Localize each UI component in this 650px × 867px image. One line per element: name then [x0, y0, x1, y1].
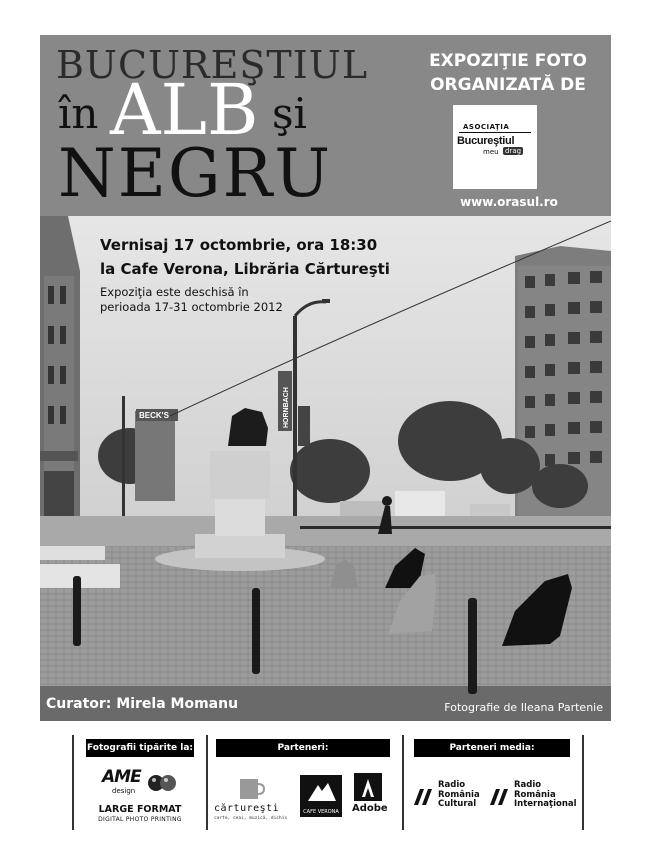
- partners-section: [204, 735, 404, 830]
- radio-international-line2: România: [514, 789, 556, 800]
- radio-cultural-line1: Radio: [438, 780, 466, 790]
- title-negru: NEGRU: [58, 135, 332, 212]
- bench: [40, 546, 105, 560]
- second-banner: [298, 406, 310, 446]
- ame-balls-icon: [146, 769, 178, 795]
- organizer-text: [408, 49, 608, 97]
- radio-romania-international-logo: [488, 781, 578, 815]
- title-si: şi: [272, 89, 307, 138]
- media-partners-section: [402, 735, 584, 830]
- open-text-line2: perioada 17-31 octombrie 2012: [100, 300, 283, 314]
- title-alb: ALB: [110, 69, 259, 151]
- adobe-logo: [352, 773, 388, 823]
- organizer-url[interactable]: www.orasul.ro: [460, 195, 558, 209]
- radio-international-line1: Radio: [514, 780, 542, 790]
- logo-bucurestiul-text: Bucureştiul: [457, 135, 515, 147]
- street: [40, 516, 611, 546]
- carturesti-tagline: carte, ceai, muzică, dichis: [214, 816, 288, 821]
- radio-wave-icon: [488, 785, 512, 809]
- digital-printing-text: DIGITAL PHOTO PRINTING: [98, 816, 182, 823]
- photo-credit-text: Fotografie de Ileana Partenie: [444, 701, 603, 714]
- vernisaj-text: Vernisaj 17 octombrie, ora 18:30: [100, 236, 378, 254]
- street-photo: [40, 216, 611, 721]
- carturesti-logo: [214, 775, 292, 825]
- left-street-lamp: [122, 396, 125, 516]
- car: [470, 504, 510, 518]
- title-in: în: [58, 89, 99, 138]
- logo-divider: [459, 132, 531, 133]
- curator-text: Curator: Mirela Momanu: [46, 696, 239, 712]
- radio-cultural-text: [438, 781, 480, 810]
- asociatia-logo: [453, 105, 537, 189]
- radio-international-line3: Internaţional: [514, 799, 577, 809]
- ame-logo-text: AME: [102, 767, 141, 787]
- radio-wave-icon: [412, 785, 436, 809]
- cafe-verona-text: CAFE VERONA: [303, 809, 339, 815]
- street-railing: [300, 526, 611, 529]
- left-building: [40, 216, 80, 516]
- media-heading: Parteneri media:: [414, 739, 570, 757]
- radio-romania-cultural-logo: [412, 781, 488, 815]
- cafe-verona-logo: [300, 775, 342, 817]
- poster-header: [40, 35, 611, 216]
- distant-building: [135, 411, 175, 501]
- print-heading: Fotografii tipărite la:: [86, 739, 194, 757]
- white-van: [395, 491, 445, 516]
- organizer-line2: ORGANIZATĂ DE: [430, 75, 586, 95]
- hornbach-banner-text: HORNBACH: [283, 387, 290, 428]
- carturesti-text: cărtureşti: [214, 803, 280, 814]
- cafe-verona-icon: [300, 775, 342, 807]
- adobe-a-icon: [352, 773, 384, 803]
- organizer-line1: EXPOZIŢIE FOTO: [429, 51, 587, 71]
- open-text-line1: Expoziţia este deschisă în: [100, 285, 249, 299]
- car: [340, 501, 385, 516]
- partners-heading: Parteneri:: [216, 739, 390, 757]
- carturesti-cup-icon: [236, 775, 266, 801]
- large-format-text: LARGE FORMAT: [98, 804, 182, 815]
- radio-cultural-line3: Cultural: [438, 799, 477, 809]
- logo-asociatia-text: ASOCIAŢIA: [463, 123, 510, 131]
- radio-cultural-line2: România: [438, 789, 480, 800]
- title-bucurestiul: BUCUREŞTIUL: [56, 43, 369, 87]
- ame-logo-subtext: design: [112, 787, 136, 795]
- pedestrian-head: [382, 496, 392, 506]
- print-sponsor-section: [72, 735, 208, 830]
- location-text: la Cafe Verona, Librăria Cărtureşti: [100, 260, 390, 278]
- logo-meu-text: meu: [483, 148, 499, 156]
- logo-drag-text: drag: [505, 147, 522, 155]
- beck-sign-text: BECK'S: [139, 411, 169, 420]
- adobe-text: Adobe: [352, 803, 388, 814]
- radio-international-text: [514, 781, 577, 810]
- ame-design-logo: [102, 767, 182, 801]
